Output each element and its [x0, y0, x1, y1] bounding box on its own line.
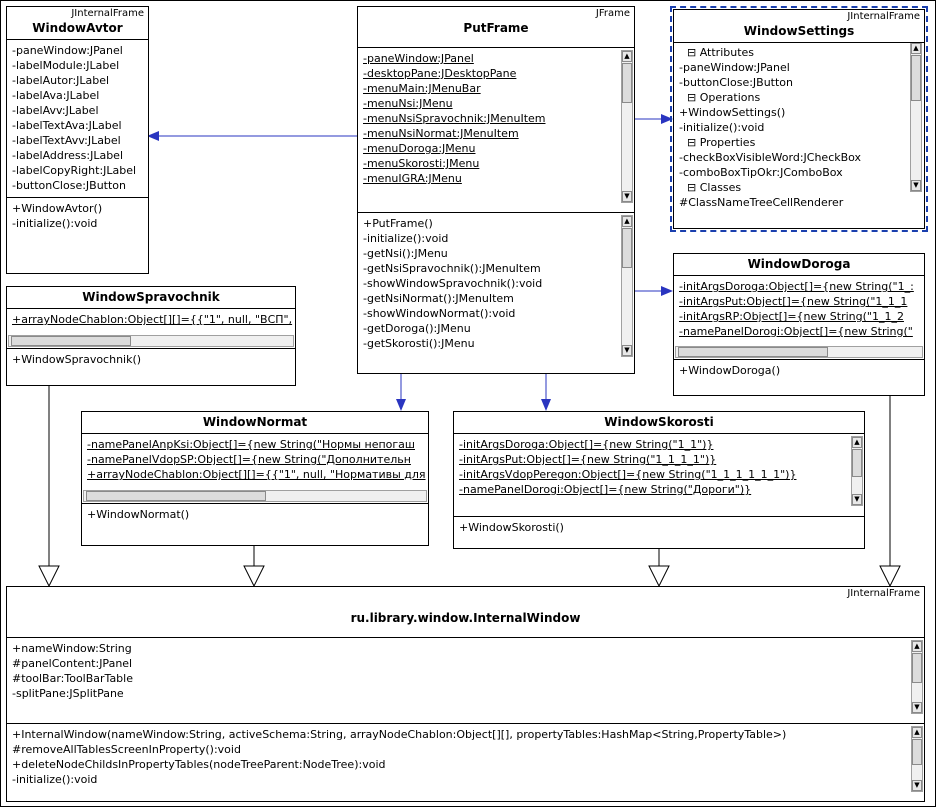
scroll-up-icon[interactable]: ▲ [852, 437, 862, 448]
tree-item: -initialize():void [679, 121, 765, 134]
attribute-row: -labelModule:JLabel [12, 59, 120, 72]
class-title: WindowSpravochnik [82, 290, 220, 304]
class-internalwindow[interactable] [6, 586, 925, 802]
attribute-row: -labelAva:JLabel [12, 89, 100, 102]
scrollbar-thumb[interactable] [678, 347, 828, 357]
settings-scrollbar[interactable] [910, 43, 922, 192]
attribute-row: +arrayNodeChablon:Object[][]={{"1", null, "Нормативы для [87, 468, 426, 481]
scrollbar-thumb[interactable] [911, 55, 921, 101]
operations-compartment [7, 198, 148, 235]
attribute-row: #panelContent:JPanel [12, 657, 133, 670]
tree-group-properties[interactable]: ⊟ Properties [687, 136, 756, 149]
operations-compartment [358, 213, 634, 366]
attribute-row: -labelTextAva:JLabel [12, 119, 122, 132]
operation-row: +WindowSkorosti() [459, 521, 564, 534]
tree-item: -buttonClose:JButton [679, 76, 794, 89]
scrollbar-thumb[interactable] [622, 228, 632, 268]
scrollbar-thumb[interactable] [11, 336, 131, 346]
class-windowskorosti[interactable] [453, 411, 865, 549]
operations-scrollbar[interactable] [621, 215, 633, 357]
attribute-row: -labelAvv:JLabel [12, 104, 99, 117]
operation-row: -getNsiSpravochnik():JMenuItem [363, 262, 541, 275]
scroll-down-icon[interactable]: ▼ [622, 345, 632, 356]
attributes-compartment [7, 40, 148, 197]
attribute-row: -namePanelVdopSP:Object[]={new String("Дополнительн [87, 453, 411, 466]
scrollbar-thumb[interactable] [912, 739, 922, 765]
class-stereotype: JFrame [595, 8, 630, 19]
attribute-row: -namePanelDorogi:Object[]={new String("Дороги")} [459, 483, 752, 496]
class-title: WindowSkorosti [604, 415, 714, 429]
attribute-row: -menuMain:JMenuBar [363, 82, 481, 95]
attribute-row: -namePanelAnpKsi:Object[]={new String("Нормы непогаш [87, 438, 415, 451]
operation-row: +WindowNormat() [87, 508, 190, 521]
scroll-down-icon[interactable]: ▼ [852, 494, 862, 505]
tree-item: -paneWindow:JPanel [679, 61, 790, 74]
attribute-row: -initArgsDoroga:Object[]={new String("1_1")} [459, 438, 714, 451]
class-title: PutFrame [463, 21, 529, 35]
operations-compartment [454, 517, 864, 539]
attribute-row: -paneWindow:JPanel [12, 44, 123, 57]
class-stereotype: JInternalFrame [847, 11, 920, 22]
attribute-row: -namePanelDorogi:Object[]={new String(" [679, 325, 913, 338]
class-title: WindowNormat [202, 415, 308, 429]
attributes-hscrollbar[interactable] [8, 335, 294, 347]
attribute-row: -initArgsVdopPeregon:Object[]={new String("1_1_1_1_1_1")} [459, 468, 797, 481]
attributes-scrollbar[interactable] [911, 640, 923, 714]
scroll-down-icon[interactable]: ▼ [912, 780, 922, 791]
operation-row: #removeAllTablesScreenInProperty():void [12, 743, 241, 756]
attribute-row: -splitPane:JSplitPane [12, 687, 124, 700]
scroll-up-icon[interactable]: ▲ [912, 727, 922, 738]
tree-group-classes[interactable]: ⊟ Classes [687, 181, 742, 194]
class-stereotype: JInternalFrame [71, 8, 144, 19]
attributes-compartment [7, 638, 924, 723]
attributes-compartment [454, 434, 864, 516]
scrollbar-thumb[interactable] [622, 63, 632, 103]
attributes-compartment [358, 48, 634, 212]
operation-row: -initialize():void [12, 773, 98, 786]
class-title: WindowDoroga [747, 257, 851, 271]
attributes-scrollbar[interactable] [851, 436, 863, 506]
attribute-row: -labelAddress:JLabel [12, 149, 124, 162]
class-windownormat[interactable] [81, 411, 429, 546]
scroll-down-icon[interactable]: ▼ [622, 191, 632, 202]
attribute-row: +arrayNodeChablon:Object[][]={{"1", null, "ВСП", [12, 313, 293, 326]
scroll-down-icon[interactable]: ▼ [912, 702, 922, 713]
attribute-row: -menuNsi:JMenu [363, 97, 453, 110]
class-stereotype: JInternalFrame [847, 588, 920, 599]
tree-item: -comboBoxTipOkr:JComboBox [679, 166, 843, 179]
scroll-up-icon[interactable]: ▲ [622, 216, 632, 227]
operations-compartment [82, 504, 428, 526]
operation-row: -getSkorosti():JMenu [363, 337, 475, 350]
operation-row: +WindowAvtor() [12, 202, 103, 215]
operation-row: -showWindowSpravochnik():void [363, 277, 543, 290]
attribute-row: +nameWindow:String [12, 642, 132, 655]
attribute-row: -menuSkorosti:JMenu [363, 157, 480, 170]
scrollbar-thumb[interactable] [912, 653, 922, 683]
attribute-row: -labelAutor:JLabel [12, 74, 110, 87]
operation-row: +WindowSpravochnik() [12, 353, 142, 366]
attribute-row: -labelTextAvv:JLabel [12, 134, 121, 147]
scroll-up-icon[interactable]: ▲ [912, 641, 922, 652]
class-title: WindowAvtor [32, 21, 123, 35]
attributes-compartment [7, 309, 295, 348]
attribute-row: -menuNsiSpravochnik:JMenuItem [363, 112, 546, 125]
attribute-row: -buttonClose:JButton [12, 179, 127, 192]
tree-item: #ClassNameTreeCellRenderer [679, 196, 844, 209]
class-windowspravochnik[interactable] [6, 286, 296, 386]
tree-item: -checkBoxVisibleWord:JCheckBox [679, 151, 862, 164]
attribute-row: -menuDoroga:JMenu [363, 142, 476, 155]
tree-group-operations[interactable]: ⊟ Operations [687, 91, 761, 104]
attributes-compartment [674, 276, 924, 359]
class-putframe[interactable] [357, 6, 635, 374]
attributes-hscrollbar[interactable] [83, 490, 427, 502]
operation-row: +WindowDoroga() [679, 364, 781, 377]
attribute-row: -paneWindow:JPanel [363, 52, 474, 65]
operations-compartment [7, 349, 295, 371]
class-title: ru.library.window.InternalWindow [350, 611, 581, 625]
class-windowavtor[interactable] [6, 6, 149, 274]
tree-compartment [674, 43, 924, 214]
attribute-row: -initArgsDoroga:Object[]={new String("1_: [679, 280, 914, 293]
attributes-scrollbar[interactable] [621, 50, 633, 203]
attribute-row: -desktopPane:JDesktopPane [363, 67, 517, 80]
attribute-row: -menuIGRA:JMenu [363, 172, 462, 185]
scroll-up-icon[interactable]: ▲ [622, 51, 632, 62]
scrollbar-thumb[interactable] [86, 491, 266, 501]
attribute-row: -initArgsRP:Object[]={new String("1_1_2 [679, 310, 904, 323]
class-windowsettings[interactable] [673, 9, 925, 229]
attribute-row: #toolBar:ToolBarTable [12, 672, 133, 685]
operation-row: -initialize():void [363, 232, 449, 245]
attributes-compartment [82, 434, 428, 503]
operation-row: -getNsiNormat():JMenuItem [363, 292, 514, 305]
operations-compartment [7, 724, 924, 801]
attribute-row: -menuNsiNormat:JMenuItem [363, 127, 519, 140]
attribute-row: -labelCopyRight:JLabel [12, 164, 137, 177]
operation-row: -showWindowNormat():void [363, 307, 516, 320]
attributes-hscrollbar[interactable] [675, 346, 923, 358]
tree-item: +WindowSettings() [679, 106, 786, 119]
tree-group-attributes[interactable]: ⊟ Attributes [687, 46, 755, 59]
operation-row: +deleteNodeChildsInPropertyTables(nodeTreeParent:NodeTree):void [12, 758, 386, 771]
operations-compartment [674, 360, 924, 382]
class-title: WindowSettings [743, 24, 855, 38]
class-windowdoroga[interactable] [673, 253, 925, 396]
attribute-row: -initArgsPut:Object[]={new String("1_1_1 [679, 295, 908, 308]
operation-row: +PutFrame() [363, 217, 433, 230]
scroll-down-icon[interactable]: ▼ [911, 180, 921, 191]
operation-row: -initialize():void [12, 217, 98, 230]
attribute-row: -initArgsPut:Object[]={new String("1_1_1_1")} [459, 453, 717, 466]
operation-row: -getNsi():JMenu [363, 247, 448, 260]
operations-scrollbar[interactable] [911, 726, 923, 792]
scroll-up-icon[interactable]: ▲ [911, 43, 921, 54]
operation-row: +InternalWindow(nameWindow:String, activeSchema:String, arrayNodeChablon:Object[][], propertyTables:HashMap<String,PropertyTable>) [12, 728, 787, 741]
scrollbar-thumb[interactable] [852, 449, 862, 477]
operation-row: -getDoroga():JMenu [363, 322, 471, 335]
